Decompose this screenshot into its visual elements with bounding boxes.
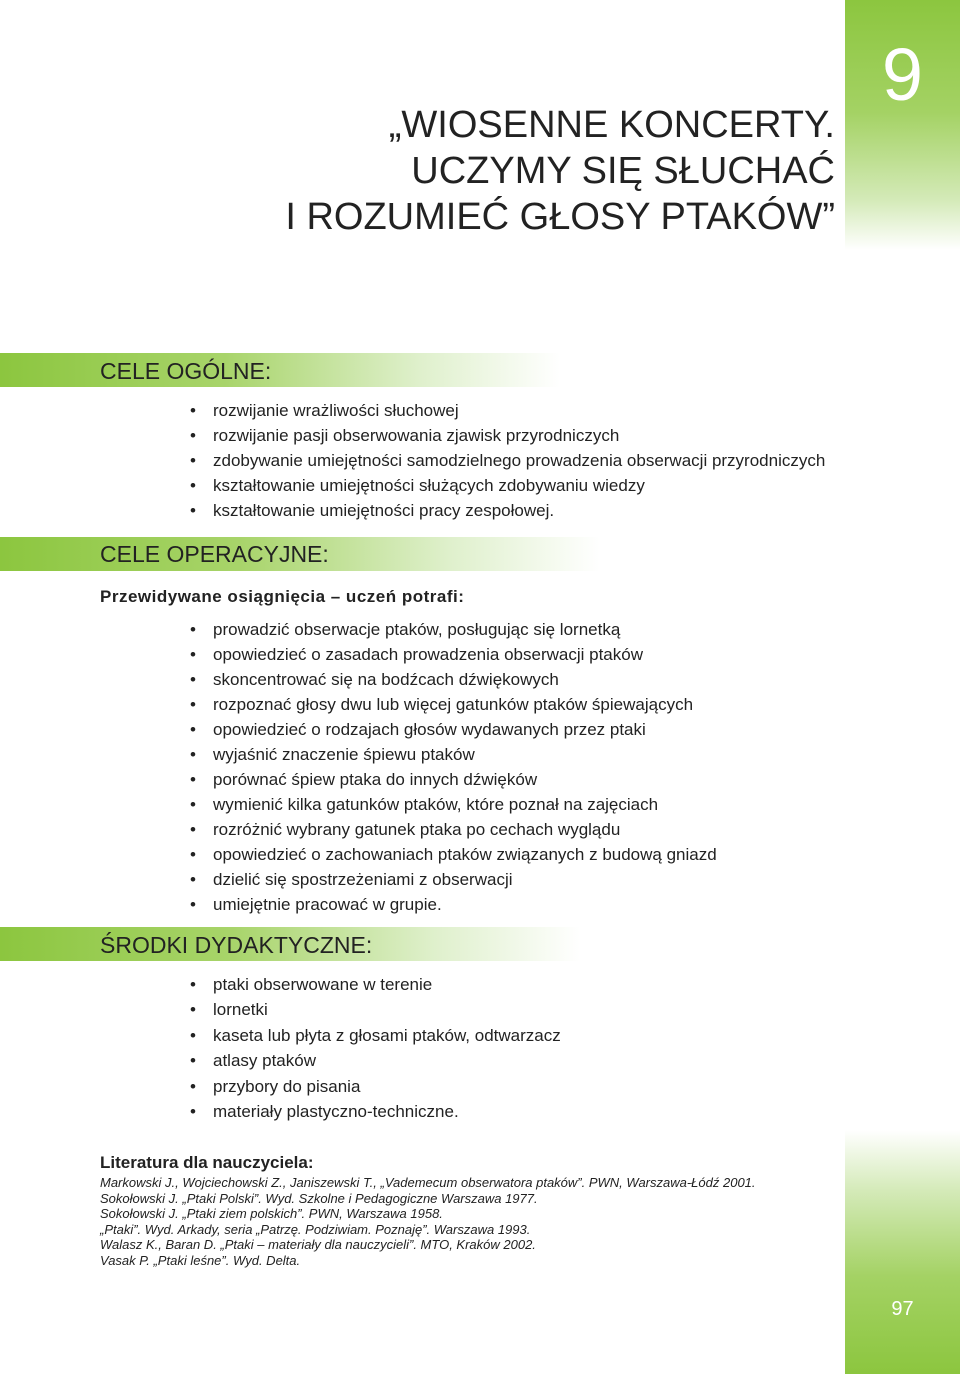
section-subheading: Przewidywane osiągnięcia – uczeń potrafi:: [100, 587, 465, 606]
srodki-list: [190, 972, 561, 1124]
list-item: • porównać śpiew ptaka do innych dźwięków: [190, 767, 717, 792]
literature-item: Sokołowski J. „Ptaki Polski”. Wyd. Szkolne i Pedagogiczne Warszawa 1977.: [100, 1190, 538, 1206]
chapter-number: 9: [881, 33, 924, 116]
cele-operacyjne-list: [190, 617, 717, 917]
literature-item: Markowski J., Wojciechowski Z., Janiszewski T., „Vademecum obserwatora ptaków”. PWN, Warszawa-Łódź 2001.: [100, 1175, 756, 1190]
list-item: • kształtowanie umiejętności pracy zespołowej.: [190, 498, 825, 523]
list-item: • rozwijanie pasji obserwowania zjawisk przyrodniczych: [190, 423, 825, 448]
list-item: • atlasy ptaków: [190, 1048, 561, 1073]
list-item: • zdobywanie umiejętności samodzielnego prowadzenia obserwacji przyrodniczych: [190, 448, 825, 473]
list-item: • materiały plastyczno-techniczne.: [190, 1099, 561, 1124]
page-title: [285, 102, 835, 240]
section-heading-srodki: ŚRODKI DYDAKTYCZNE:: [100, 932, 373, 958]
list-item: • prowadzić obserwacje ptaków, posługując się lornetką: [190, 617, 717, 642]
cele-ogolne-list: [190, 398, 825, 523]
section-heading-cele-ogolne: CELE OGÓLNE:: [100, 358, 272, 384]
literature-item: Vasak P. „Ptaki leśne”. Wyd. Delta.: [100, 1252, 301, 1268]
title-line: UCZYMY SIĘ SŁUCHAĆ: [411, 150, 835, 192]
literature-item: „Ptaki”. Wyd. Arkady, seria „Patrzę. Podziwiam. Poznaję”. Warszawa 1993.: [100, 1221, 531, 1237]
list-item: • przybory do pisania: [190, 1074, 561, 1099]
section-band: [0, 353, 560, 387]
list-item: • opowiedzieć o zachowaniach ptaków związanych z budową gniazd: [190, 842, 717, 867]
list-item: • wyjaśnić znaczenie śpiewu ptaków: [190, 742, 717, 767]
list-item: • wymienić kilka gatunków ptaków, które poznał na zajęciach: [190, 792, 717, 817]
list-item: • kaseta lub płyta z głosami ptaków, odtwarzacz: [190, 1023, 561, 1048]
list-item: • skoncentrować się na bodźcach dźwiękowych: [190, 667, 717, 692]
list-item: • rozpoznać głosy dwu lub więcej gatunków ptaków śpiewających: [190, 692, 717, 717]
page-tab: [845, 1130, 960, 1374]
list-item: • rozróżnić wybrany gatunek ptaka po cechach wyglądu: [190, 817, 717, 842]
title-line: „WIOSENNE KONCERTY.: [388, 104, 835, 146]
list-item: • opowiedzieć o rodzajach głosów wydawanych przez ptaki: [190, 717, 717, 742]
list-item: • lornetki: [190, 997, 561, 1022]
literature-list: [100, 1175, 756, 1268]
list-item: • kształtowanie umiejętności służących zdobywaniu wiedzy: [190, 473, 825, 498]
list-item: • rozwijanie wrażliwości słuchowej: [190, 398, 825, 423]
title-line: I ROZUMIEĆ GŁOSY PTAKÓW”: [285, 196, 835, 238]
list-item: • dzielić się spostrzeżeniami z obserwacji: [190, 867, 717, 892]
page-number: 97: [891, 1298, 914, 1320]
section-heading-cele-operacyjne: CELE OPERACYJNE:: [100, 541, 329, 567]
literature-item: Sokołowski J. „Ptaki ziem polskich”. PWN, Warszawa 1958.: [100, 1206, 443, 1221]
list-item: • opowiedzieć o zasadach prowadzenia obserwacji ptaków: [190, 642, 717, 667]
list-item: • ptaki obserwowane w terenie: [190, 972, 561, 997]
literature-heading: Literatura dla nauczyciela:: [100, 1153, 314, 1172]
list-item: • umiejętnie pracować w grupie.: [190, 892, 717, 917]
literature-item: Walasz K., Baran D. „Ptaki – materiały dla nauczycieli”. MTO, Kraków 2002.: [100, 1237, 536, 1252]
